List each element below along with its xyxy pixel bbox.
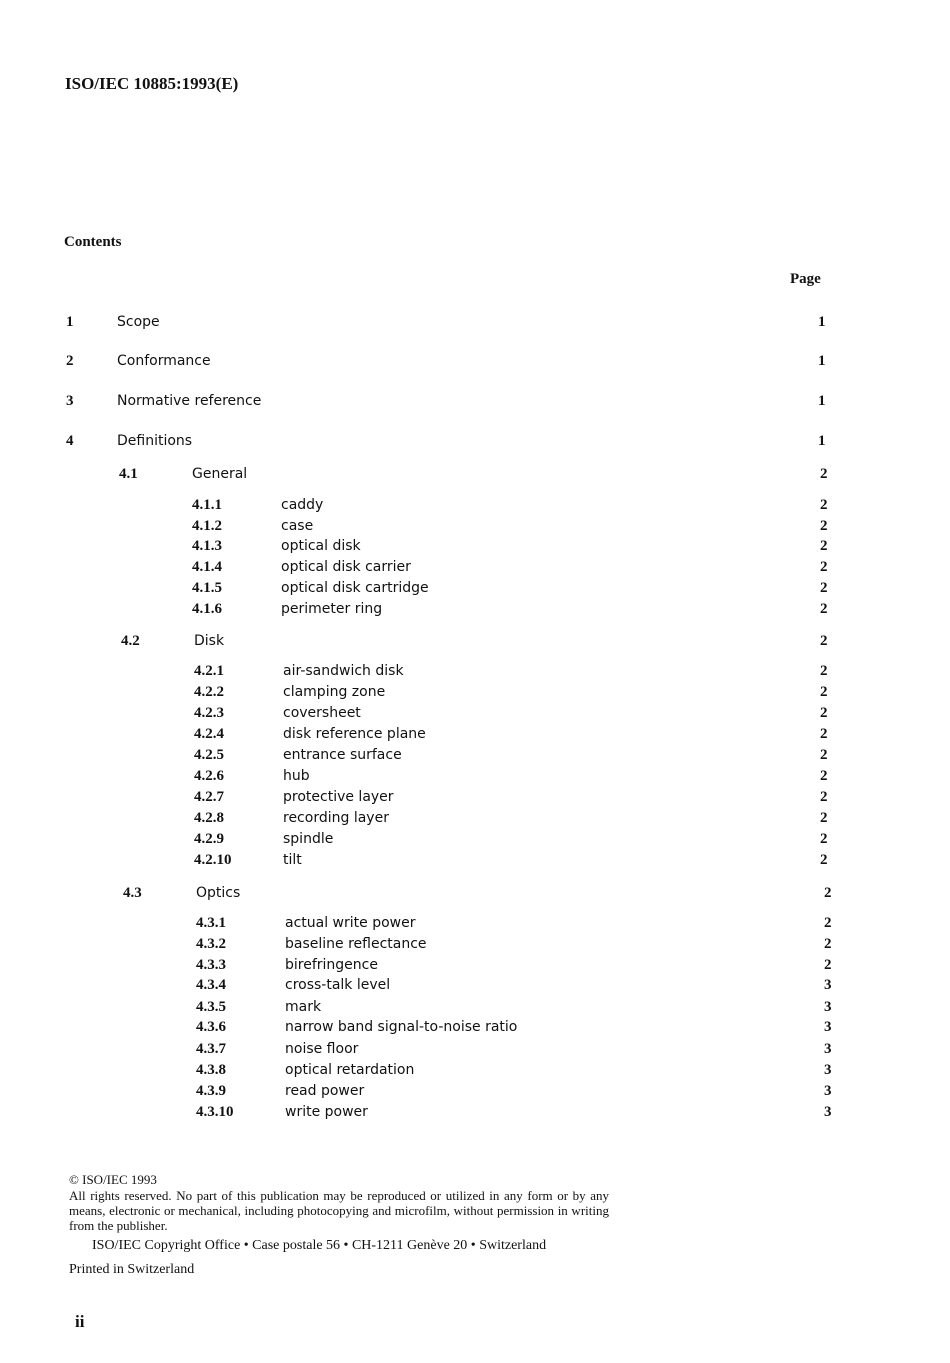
toc-entry-title: recording layer <box>283 810 389 826</box>
toc-entry-title: protective layer <box>283 789 394 805</box>
toc-entry-number: 4.2.1 <box>194 663 224 679</box>
toc-entry-page: 2 <box>820 831 828 847</box>
toc-entry[interactable] <box>0 580 950 600</box>
toc-entry-number: 4.2 <box>121 633 140 649</box>
toc-entry[interactable] <box>0 1041 950 1061</box>
toc-entry-title: perimeter ring <box>281 601 383 617</box>
toc-entry-page: 2 <box>820 518 828 534</box>
toc-entry-number: 4.1.6 <box>192 601 222 617</box>
toc-entry[interactable] <box>0 957 950 977</box>
toc-entry-title: write power <box>285 1104 368 1120</box>
toc-entry-page: 2 <box>820 747 828 763</box>
toc-entry-title: entrance surface <box>283 747 402 763</box>
toc-entry[interactable] <box>0 789 950 809</box>
toc-entry-page: 2 <box>820 601 828 617</box>
toc-entry-page: 2 <box>820 538 828 554</box>
toc-entry-number: 4.3.7 <box>196 1041 226 1057</box>
toc-entry[interactable] <box>0 684 950 704</box>
toc-entry[interactable] <box>0 466 950 486</box>
toc-entry[interactable] <box>0 705 950 725</box>
toc-entry-title: cross-talk level <box>285 977 391 993</box>
toc-entry-title: case <box>281 518 314 534</box>
toc-entry-number: 4.2.3 <box>194 705 224 721</box>
toc-entry[interactable] <box>0 831 950 851</box>
document-id: ISO/IEC 10885:1993(E) <box>65 74 239 93</box>
toc-entry-number: 4.2.6 <box>194 768 224 784</box>
toc-entry[interactable] <box>0 497 950 517</box>
toc-entry-title: caddy <box>281 497 324 513</box>
toc-entry-number: 4.3.4 <box>196 977 226 993</box>
toc-entry-title: disk reference plane <box>283 726 426 742</box>
toc-entry-number: 4.3.5 <box>196 999 226 1015</box>
toc-entry-page: 3 <box>824 977 832 993</box>
toc-entry[interactable] <box>0 915 950 935</box>
toc-entry-number: 4.2.8 <box>194 810 224 826</box>
toc-entry-page: 1 <box>818 433 826 449</box>
toc-entry-page: 2 <box>820 726 828 742</box>
toc-entry-page: 2 <box>820 852 828 868</box>
toc-entry[interactable] <box>0 1062 950 1082</box>
toc-entry[interactable] <box>0 601 950 621</box>
toc-entry-page: 2 <box>824 936 832 952</box>
rights-notice: All rights reserved. No part of this publication may be reproduced or utilized in any form or by any means, electronic or mechanical, including photocopying and microfilm, without permission in writing from the publisher. <box>69 1188 609 1233</box>
toc-entry[interactable] <box>0 747 950 767</box>
toc-entry-number: 4.3.8 <box>196 1062 226 1078</box>
toc-entry-page: 1 <box>818 353 826 369</box>
toc-entry-title: birefringence <box>285 957 378 973</box>
contents-heading: Contents <box>64 234 122 250</box>
toc-entry-page: 2 <box>820 768 828 784</box>
toc-entry[interactable] <box>0 663 950 683</box>
toc-entry-title: spindle <box>283 831 334 847</box>
toc-entry-title: General <box>192 466 248 482</box>
toc-entry-title: clamping zone <box>283 684 386 700</box>
toc-entry-number: 4.2.5 <box>194 747 224 763</box>
toc-entry[interactable] <box>0 1104 950 1124</box>
toc-entry[interactable] <box>0 433 950 453</box>
toc-entry-title: baseline reflectance <box>285 936 427 952</box>
toc-entry[interactable] <box>0 1019 950 1039</box>
toc-entry-page: 3 <box>824 1083 832 1099</box>
printed-in: Printed in Switzerland <box>69 1262 195 1277</box>
toc-entry-number: 4.3.6 <box>196 1019 226 1035</box>
toc-entry-number: 4.2.9 <box>194 831 224 847</box>
toc-entry-number: 2 <box>66 353 74 369</box>
toc-entry-number: 4.2.2 <box>194 684 224 700</box>
toc-entry-title: Conformance <box>117 353 211 369</box>
toc-entry-number: 3 <box>66 393 74 409</box>
toc-entry-page: 2 <box>820 497 828 513</box>
toc-entry[interactable] <box>0 999 950 1019</box>
toc-entry[interactable] <box>0 1083 950 1103</box>
toc-entry-number: 4.1 <box>119 466 138 482</box>
toc-entry-page: 2 <box>820 684 828 700</box>
toc-entry-title: narrow band signal-to-noise ratio <box>285 1019 518 1035</box>
toc-entry-title: Optics <box>196 885 241 901</box>
copyright-line: © ISO/IEC 1993 <box>69 1172 157 1187</box>
toc-entry-number: 4.3.1 <box>196 915 226 931</box>
toc-entry[interactable] <box>0 518 950 538</box>
toc-entry-number: 4.1.5 <box>192 580 222 596</box>
toc-entry-page: 2 <box>824 885 832 901</box>
toc-entry-title: optical disk cartridge <box>281 580 429 596</box>
toc-entry-number: 4.3 <box>123 885 142 901</box>
toc-entry[interactable] <box>0 559 950 579</box>
toc-entry-title: actual write power <box>285 915 416 931</box>
toc-entry[interactable] <box>0 810 950 830</box>
toc-entry-page: 3 <box>824 999 832 1015</box>
toc-entry-number: 4.3.10 <box>196 1104 234 1120</box>
toc-entry-title: Scope <box>117 314 160 330</box>
toc-entry-title: tilt <box>283 852 302 868</box>
toc-entry-number: 4.1.1 <box>192 497 222 513</box>
page-column-label: Page <box>790 271 821 287</box>
toc-entry[interactable] <box>0 393 950 413</box>
toc-entry-title: coversheet <box>283 705 361 721</box>
toc-entry-number: 4.3.3 <box>196 957 226 973</box>
toc-entry-page: 2 <box>820 705 828 721</box>
toc-entry-title: hub <box>283 768 310 784</box>
toc-entry-title: Disk <box>194 633 225 649</box>
toc-entry-title: noise floor <box>285 1041 359 1057</box>
toc-entry[interactable] <box>0 726 950 746</box>
toc-entry-page: 2 <box>824 957 832 973</box>
page-number: ii <box>75 1312 85 1331</box>
toc-entry-page: 2 <box>820 810 828 826</box>
toc-entry-title: optical disk carrier <box>281 559 411 575</box>
toc-entry-number: 4.1.2 <box>192 518 222 534</box>
toc-entry[interactable] <box>0 538 950 558</box>
toc-entry-title: Normative reference <box>117 393 262 409</box>
toc-entry-page: 1 <box>818 393 826 409</box>
toc-entry-page: 2 <box>820 580 828 596</box>
toc-entry-page: 2 <box>820 633 828 649</box>
toc-entry-title: read power <box>285 1083 365 1099</box>
toc-entry-page: 3 <box>824 1019 832 1035</box>
toc-entry-number: 1 <box>66 314 74 330</box>
toc-entry-title: optical disk <box>281 538 361 554</box>
toc-entry-page: 2 <box>824 915 832 931</box>
copyright-office-address: ISO/IEC Copyright Office • Case postale 56 • CH-1211 Genève 20 • Switzerland <box>92 1238 547 1253</box>
toc-entry-number: 4.2.10 <box>194 852 232 868</box>
toc-entry-page: 3 <box>824 1062 832 1078</box>
toc-entry-page: 1 <box>818 314 826 330</box>
toc-entry-title: Definitions <box>117 433 193 449</box>
toc-entry[interactable] <box>0 633 950 653</box>
toc-entry[interactable] <box>0 852 950 872</box>
toc-entry-page: 3 <box>824 1041 832 1057</box>
toc-entry[interactable] <box>0 768 950 788</box>
toc-entry-page: 3 <box>824 1104 832 1120</box>
toc-entry[interactable] <box>0 885 950 905</box>
toc-entry-number: 4.2.7 <box>194 789 224 805</box>
toc-entry-title: optical retardation <box>285 1062 415 1078</box>
toc-entry-title: mark <box>285 999 322 1015</box>
toc-entry-page: 2 <box>820 466 828 482</box>
toc-entry-page: 2 <box>820 789 828 805</box>
toc-entry[interactable] <box>0 936 950 956</box>
toc-entry[interactable] <box>0 977 950 997</box>
toc-entry-number: 4.1.4 <box>192 559 222 575</box>
toc-entry-number: 4 <box>66 433 74 449</box>
toc-entry-title: air-sandwich disk <box>283 663 404 679</box>
toc-entry-page: 2 <box>820 559 828 575</box>
toc-entry-page: 2 <box>820 663 828 679</box>
toc-entry-number: 4.1.3 <box>192 538 222 554</box>
toc-entry[interactable] <box>0 353 950 373</box>
toc-entry[interactable] <box>0 314 950 334</box>
toc-entry-number: 4.2.4 <box>194 726 224 742</box>
toc-entry-number: 4.3.2 <box>196 936 226 952</box>
toc-entry-number: 4.3.9 <box>196 1083 226 1099</box>
